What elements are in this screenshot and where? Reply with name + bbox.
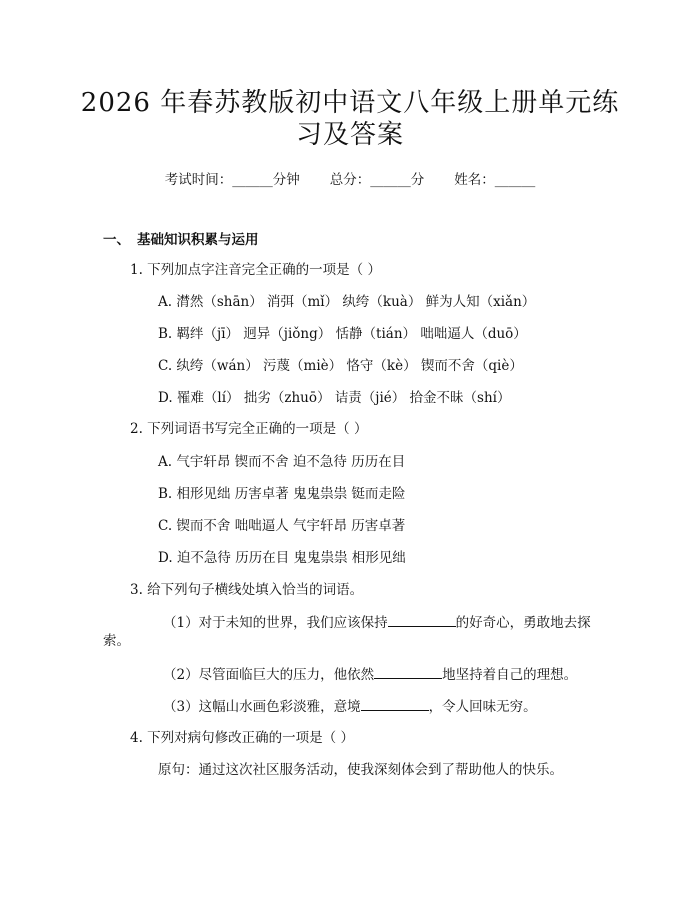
name-label: 姓名：______ bbox=[454, 172, 536, 188]
question-3-item-3 bbox=[163, 695, 537, 717]
section-number: 一、 bbox=[103, 232, 130, 248]
item-1-text-before: （1）对于未知的世界，我们应该保持 bbox=[163, 615, 388, 631]
total-score-label: 总分：______分 bbox=[329, 172, 425, 188]
question-3-item-1 bbox=[163, 611, 591, 633]
page-title-line-2: 习及答案 bbox=[295, 120, 404, 150]
question-1-option-c: C. 纨绔（wán） 污蔑（miè） 恪守（kè） 锲而不舍（qiè） bbox=[158, 358, 523, 374]
item-2-text-before: （2）尽管面临巨大的压力，他依然 bbox=[163, 667, 375, 683]
exam-time-label: 考试时间：______分钟 bbox=[164, 172, 300, 188]
question-1-stem: 1. 下列加点字注音完全正确的一项是（ ） bbox=[130, 262, 381, 278]
question-2-option-a: A. 气宇轩昂 锲而不舍 迫不急待 历历在目 bbox=[158, 454, 406, 470]
question-1-option-a: A. 潸然（shān） 消弭（mǐ） 纨绔（kuà） 鲜为人知（xiǎn） bbox=[158, 294, 536, 310]
question-1-option-b: B. 羁绊（jī） 迥异（jiǒng） 恬静（tián） 咄咄逼人（duō） bbox=[158, 326, 527, 342]
fill-in-blank[interactable] bbox=[388, 611, 456, 627]
item-3-text-after: ，令人回味无穷。 bbox=[428, 699, 537, 715]
question-2-option-b: B. 相形见绌 历害卓著 鬼鬼祟祟 铤而走险 bbox=[158, 486, 406, 502]
question-3-stem: 3. 给下列句子横线处填入恰当的词语。 bbox=[130, 582, 364, 598]
page-title-line-1: 2026 年春苏教版初中语文八年级上册单元练 bbox=[80, 88, 620, 118]
exam-meta bbox=[0, 168, 700, 188]
question-3-item-2 bbox=[163, 663, 577, 685]
fill-in-blank[interactable] bbox=[374, 663, 442, 679]
question-4-stem: 4. 下列对病句修改正确的一项是（ ） bbox=[130, 730, 354, 746]
fill-in-blank[interactable] bbox=[361, 695, 429, 711]
question-3-item-1-wrap: 索。 bbox=[103, 633, 130, 649]
question-2-option-c: C. 锲而不舍 咄咄逼人 气宇轩昂 历害卓著 bbox=[158, 518, 406, 534]
section-heading bbox=[103, 230, 259, 250]
question-2-option-d: D. 迫不急待 历历在目 鬼鬼祟祟 相形见绌 bbox=[158, 550, 406, 566]
section-title: 基础知识积累与运用 bbox=[137, 232, 259, 248]
question-4-original-sentence: 原句：通过这次社区服务活动，使我深刻体会到了帮助他人的快乐。 bbox=[158, 762, 563, 778]
item-3-text-before: （3）这幅山水画色彩淡雅，意境 bbox=[163, 699, 361, 715]
question-2-stem: 2. 下列词语书写完全正确的一项是（ ） bbox=[130, 421, 368, 437]
question-1-option-d: D. 罹难（lí） 拙劣（zhuō） 诘责（jié） 拾金不昧（shí） bbox=[158, 390, 511, 406]
item-1-text-after: 的好奇心，勇敢地去探 bbox=[455, 615, 591, 631]
item-2-text-after: 地坚持着自己的理想。 bbox=[442, 667, 578, 683]
